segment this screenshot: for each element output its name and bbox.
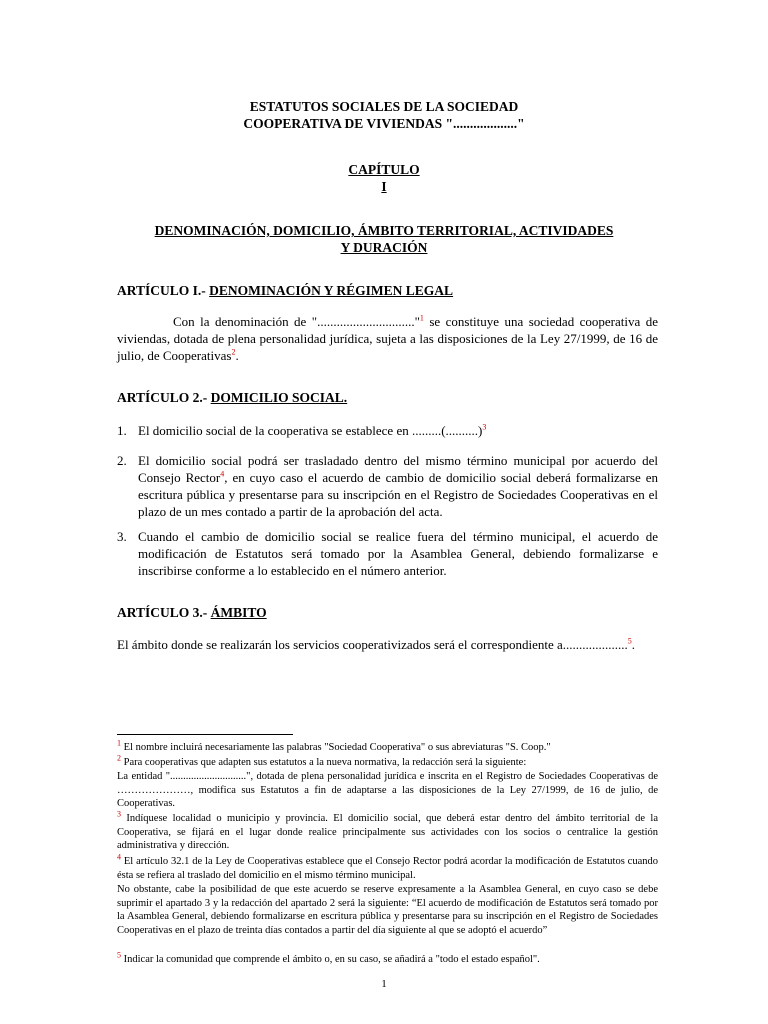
footnote-5-text: Indicar la comunidad que comprende el ámbito o, en su caso, se añadirá a "todo el estado español". — [121, 954, 540, 965]
footnote-ref-1[interactable]: 1 — [419, 313, 424, 323]
article-2-title: DOMICILIO SOCIAL. — [210, 390, 348, 405]
footnote-ref-5[interactable]: 5 — [627, 636, 632, 646]
article-1-title: DENOMINACIÓN Y RÉGIMEN LEGAL — [209, 283, 454, 298]
footnote-4-text: El artículo 32.1 de la Ley de Cooperativas establece que el Consejo Rector podrá acordar la modificación de Estatutos cuando ésta se refiera al traslado del domicilio en el mismo término municipal. — [117, 856, 658, 881]
footnote-ref-2[interactable]: 2 — [231, 347, 236, 357]
chapter-label: CAPÍTULO — [348, 162, 420, 177]
list-item-text-rest: , en cuyo caso el acuerdo de cambio de domicilio social deberá formalizarse en escritura pública y presentarse para su inscripción en el Registro de Sociedades Cooperativas en el plazo de un mes contado a partir de la aprobación del acta. — [138, 470, 658, 519]
footnote-3-number: 3 — [117, 809, 121, 819]
footnote-1 — [117, 738, 658, 755]
section-line-2: Y DURACIÓN — [340, 240, 428, 255]
footnote-4-continuation: No obstante, cabe la posibilidad de que este acuerdo se reserve expresamente a la Asamblea General, en cuyo caso se debe suprimir el apartado 3 y la redacción del apartado 2 será la siguiente: “El acuerdo de modificación de Estatutos será tomado por la Asamblea General, debiendo formalizarse en escritura pública y presentarse para su inscripción en el Registro de Sociedades Cooperativas en el plazo de treinta días contados a partir del día siguiente al que se adoptó el acuerdo” — [117, 884, 658, 936]
article-1-paragraph — [117, 313, 658, 364]
article-2-prefix: ARTÍCULO 2.- — [117, 390, 211, 405]
footnote-5 — [117, 950, 658, 967]
article-3-text-b: . — [631, 637, 636, 652]
footnote-separator — [117, 734, 293, 735]
article-1-text-a: Con la denominación de ".............................." — [173, 314, 420, 329]
article-1-text-b: se constituye una sociedad cooperativa de viviendas, dotada de plena personalidad jurídica, sujeta a las disposiciones de la Ley 27/1999, de 16 de julio, de Cooperativas — [117, 314, 658, 363]
article-3-heading — [117, 605, 267, 621]
article-3-text-a: El ámbito donde se realizarán los servicios cooperativizados será el correspondiente a.................... — [117, 637, 628, 652]
title-line-1: ESTATUTOS SOCIALES DE LA SOCIEDAD — [249, 99, 519, 114]
list-item-number: 3. — [117, 529, 127, 544]
article-1-text-c: . — [235, 348, 239, 363]
document-title — [0, 98, 768, 132]
article-1-heading — [117, 283, 453, 299]
list-item-text: El domicilio social podrá ser trasladado dentro del mismo término municipal por acuerdo del Consejo Rector — [138, 453, 658, 485]
footnote-5-number: 5 — [117, 950, 121, 960]
article-3-prefix: ARTÍCULO 3.- — [117, 605, 211, 620]
list-item-text: El domicilio social de la cooperativa se establece en .........(..........) — [138, 423, 483, 438]
footnote-3 — [117, 809, 658, 853]
list-item-text: Cuando el cambio de domicilio social se realice fuera del término municipal, el acuerdo de modificación de Estatutos será tomado por la Asamblea General, debiendo formalizarse e inscribirse conforme a lo establecido en el número anterior. — [138, 529, 658, 578]
footnote-2-number: 2 — [117, 753, 121, 763]
footnote-3-text: Indíquese localidad o municipio y provincia. El domicilio social, que deberá estar dentro del ámbito territorial de la Cooperativa, se fijará en el lugar donde realice principalmente sus actividades con los socios o centralice la gestión administrativa y dirección. — [117, 813, 658, 851]
footnote-2-continuation: La entidad ".............................", dotada de plena personalidad jurídica e inscrita en el Registro de Sociedades Cooperativas de …………………, modifica sus Estatutos a fin de adaptarse a las disposiciones de la Ley 27/1999, de 16 de julio, de Cooperativas. — [117, 771, 658, 809]
list-item — [138, 528, 658, 579]
article-3-paragraph — [117, 636, 658, 653]
list-item-number: 1. — [117, 423, 127, 438]
footnote-4 — [117, 852, 658, 882]
list-item — [138, 422, 658, 439]
chapter-heading — [0, 161, 768, 195]
footnote-ref-4[interactable]: 4 — [220, 469, 225, 479]
article-3-title: ÁMBITO — [210, 605, 267, 620]
footnote-ref-3[interactable]: 3 — [482, 422, 487, 432]
footnote-1-number: 1 — [117, 738, 121, 748]
footnote-4-number: 4 — [117, 852, 121, 862]
list-item — [138, 452, 658, 520]
footnote-2-text: Para cooperativas que adapten sus estatutos a la nueva normativa, la redacción será la siguiente: — [121, 757, 527, 768]
title-line-2: COOPERATIVA DE VIVIENDAS "..................." — [243, 116, 525, 131]
footnote-2 — [117, 753, 658, 770]
footnote-1-text: El nombre incluirá necesariamente las palabras "Sociedad Cooperativa" o sus abreviaturas "S. Coop." — [121, 742, 551, 753]
article-1-prefix: ARTÍCULO I.- — [117, 283, 210, 298]
section-heading — [0, 222, 768, 256]
page-number: 1 — [381, 978, 387, 990]
chapter-number: I — [381, 179, 387, 194]
section-line-1: DENOMINACIÓN, DOMICILIO, ÁMBITO TERRITORIAL, ACTIVIDADES — [154, 223, 614, 238]
list-item-number: 2. — [117, 453, 127, 468]
article-2-heading — [117, 390, 347, 406]
